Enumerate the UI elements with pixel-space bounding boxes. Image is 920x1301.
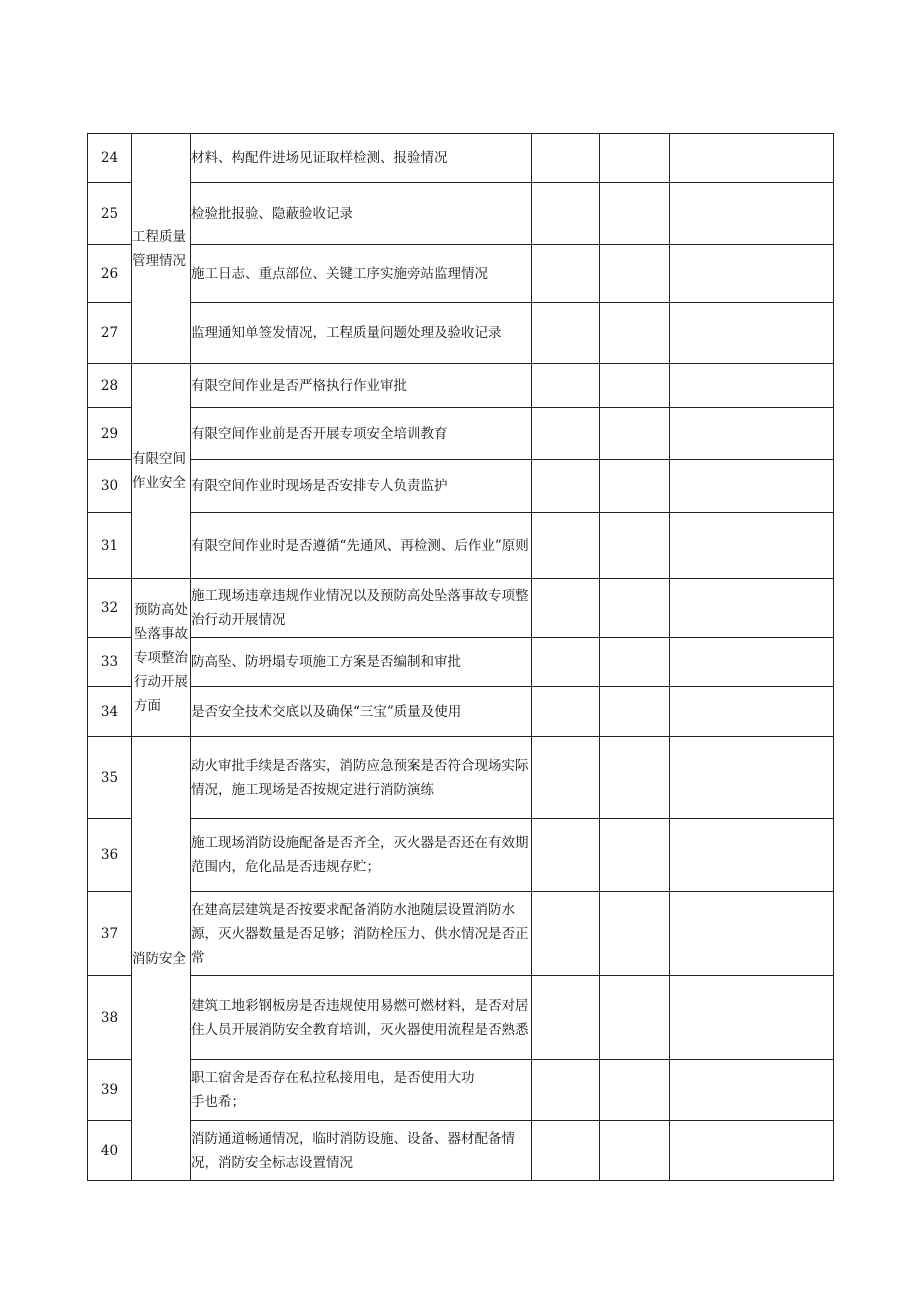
row-number: 38: [88, 976, 132, 1060]
table-row: [88, 579, 834, 638]
check-item: 施工现场违章违规作业情况以及预防高处坠落事故专项整治行动开展情况: [191, 579, 532, 638]
row-number: 27: [88, 303, 132, 364]
status-cell: [600, 737, 670, 819]
check-item: 施工现场消防设施配备是否齐全，灭火器是否还在有效期范围内，危化品是否违规存贮；: [191, 819, 532, 892]
row-number: 26: [88, 245, 132, 303]
check-item: 材料、构配件进场见证取样检测、报验情况: [191, 134, 532, 183]
table-row: [88, 183, 834, 245]
check-item: 监理通知单签发情况，工程质量问题处理及验收记录: [191, 303, 532, 364]
status-cell: [600, 638, 670, 687]
check-item: 职工宿舍是否存在私拉私接用电，是否使用大功 手也希；: [191, 1060, 532, 1121]
status-cell: [600, 687, 670, 737]
table-row: [88, 737, 834, 819]
status-cell: [600, 183, 670, 245]
result-cell: [532, 819, 600, 892]
remark-cell: [670, 245, 834, 303]
result-cell: [532, 408, 600, 460]
row-number: 33: [88, 638, 132, 687]
row-number: 31: [88, 513, 132, 579]
remark-cell: [670, 579, 834, 638]
result-cell: [532, 976, 600, 1060]
table-row: [88, 245, 834, 303]
check-item: 有限空间作业时是否遵循“先通风、再检测、后作业”原则: [191, 513, 532, 579]
table-row: [88, 513, 834, 579]
check-item: 防高坠、防坍塌专项施工方案是否编制和审批: [191, 638, 532, 687]
category-fall-prevention: 预防高处坠落事故专项整治行动开展方面: [132, 579, 191, 737]
remark-cell: [670, 513, 834, 579]
check-item: 检验批报验、隐蔽验收记录: [191, 183, 532, 245]
status-cell: [600, 513, 670, 579]
remark-cell: [670, 183, 834, 245]
remark-cell: [670, 976, 834, 1060]
result-cell: [532, 134, 600, 183]
remark-cell: [670, 737, 834, 819]
row-number: 35: [88, 737, 132, 819]
row-number: 24: [88, 134, 132, 183]
status-cell: [600, 579, 670, 638]
result-cell: [532, 303, 600, 364]
result-cell: [532, 892, 600, 976]
result-cell: [532, 1060, 600, 1121]
table-row: [88, 892, 834, 976]
row-number: 39: [88, 1060, 132, 1121]
status-cell: [600, 364, 670, 408]
check-item: 有限空间作业时现场是否安排专人负责监护: [191, 460, 532, 513]
status-cell: [600, 460, 670, 513]
status-cell: [600, 892, 670, 976]
status-cell: [600, 1121, 670, 1181]
check-item: 是否安全技术交底以及确保“三宝”质量及使用: [191, 687, 532, 737]
table-row: [88, 408, 834, 460]
table-row: [88, 1060, 834, 1121]
status-cell: [600, 303, 670, 364]
category-fire-safety: 消防安全: [132, 737, 191, 1181]
check-item: 有限空间作业是否严格执行作业审批: [191, 364, 532, 408]
result-cell: [532, 579, 600, 638]
result-cell: [532, 687, 600, 737]
remark-cell: [670, 364, 834, 408]
row-number: 25: [88, 183, 132, 245]
remark-cell: [670, 892, 834, 976]
remark-cell: [670, 408, 834, 460]
row-number: 30: [88, 460, 132, 513]
result-cell: [532, 245, 600, 303]
row-number: 34: [88, 687, 132, 737]
check-item: 消防通道畅通情况，临时消防设施、设备、器材配备情况，消防安全标志设置情况: [191, 1121, 532, 1181]
row-number: 32: [88, 579, 132, 638]
table-row: [88, 303, 834, 364]
table-row: [88, 134, 834, 183]
row-number: 40: [88, 1121, 132, 1181]
table-row: [88, 460, 834, 513]
remark-cell: [670, 134, 834, 183]
status-cell: [600, 245, 670, 303]
status-cell: [600, 134, 670, 183]
table-row: [88, 687, 834, 737]
result-cell: [532, 183, 600, 245]
remark-cell: [670, 303, 834, 364]
check-item: 有限空间作业前是否开展专项安全培训教育: [191, 408, 532, 460]
row-number: 28: [88, 364, 132, 408]
row-number: 36: [88, 819, 132, 892]
result-cell: [532, 513, 600, 579]
status-cell: [600, 1060, 670, 1121]
status-cell: [600, 408, 670, 460]
table-row: [88, 638, 834, 687]
table-row: [88, 819, 834, 892]
row-number: 37: [88, 892, 132, 976]
status-cell: [600, 976, 670, 1060]
row-number: 29: [88, 408, 132, 460]
check-item: 建筑工地彩钢板房是否违规使用易燃可燃材料，是否对居住人员开展消防安全教育培训，灭火器使用流程是否熟悉: [191, 976, 532, 1060]
result-cell: [532, 1121, 600, 1181]
result-cell: [532, 460, 600, 513]
table-row: [88, 364, 834, 408]
inspection-checklist-table: [87, 133, 834, 1181]
check-item: 动火审批手续是否落实，消防应急预案是否符合现场实际情况，施工现场是否按规定进行消防演练: [191, 737, 532, 819]
remark-cell: [670, 687, 834, 737]
result-cell: [532, 737, 600, 819]
result-cell: [532, 638, 600, 687]
remark-cell: [670, 1060, 834, 1121]
category-quality: 工程质量管理情况: [132, 134, 191, 364]
remark-cell: [670, 819, 834, 892]
category-confined-space: 有限空间作业安全: [132, 364, 191, 579]
remark-cell: [670, 1121, 834, 1181]
status-cell: [600, 819, 670, 892]
remark-cell: [670, 638, 834, 687]
table-row: [88, 1121, 834, 1181]
table-row: [88, 976, 834, 1060]
check-item: 在建高层建筑是否按要求配备消防水池随层设置消防水源，灭火器数量是否足够；消防栓压力、供水情况是否正常: [191, 892, 532, 976]
result-cell: [532, 364, 600, 408]
remark-cell: [670, 460, 834, 513]
check-item: 施工日志、重点部位、关键工序实施旁站监理情况: [191, 245, 532, 303]
